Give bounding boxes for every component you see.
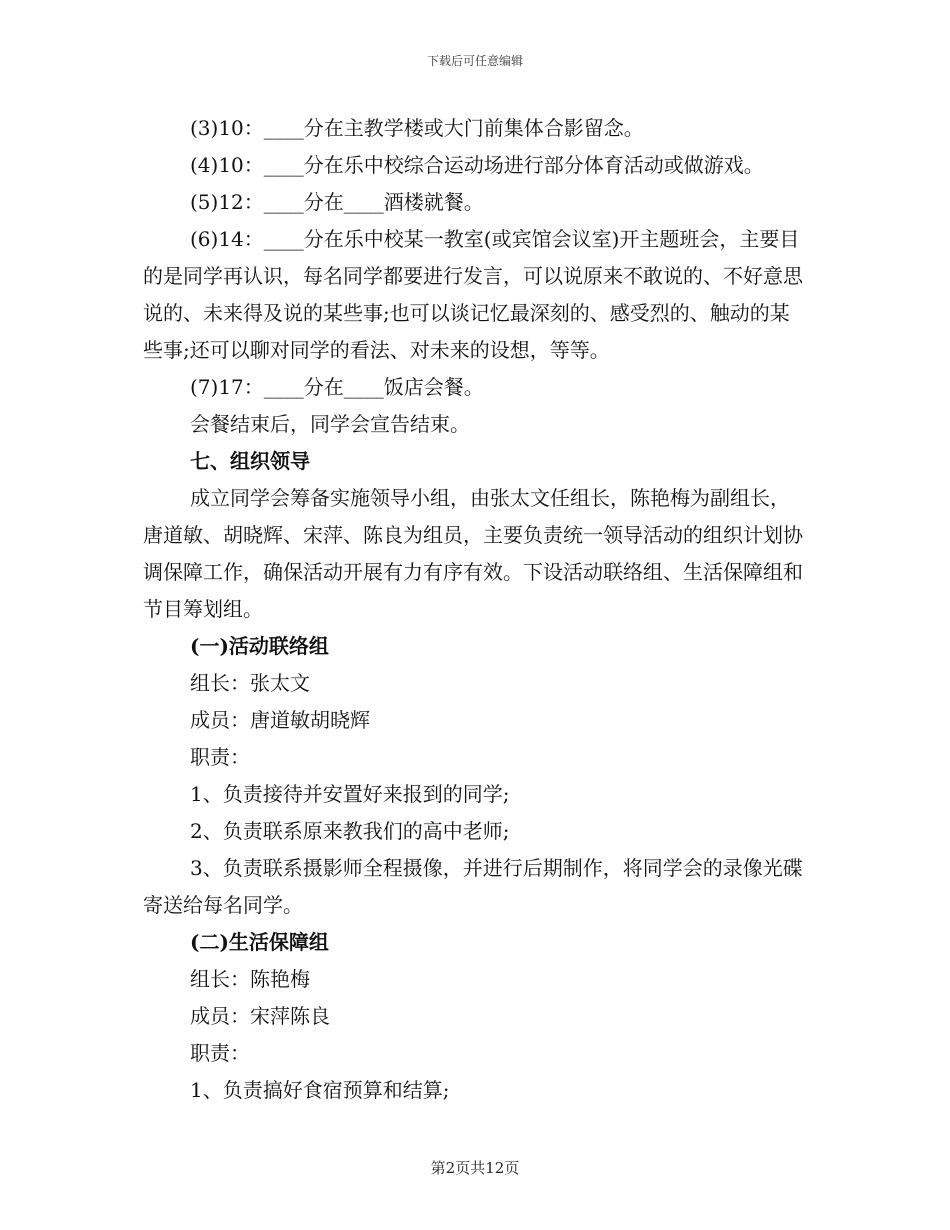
- duty-item: 2、负责联系原来教我们的高中老师;: [190, 819, 510, 843]
- schedule-item-6: (6)14：____分在乐中校某一教室(或宾馆会议室)开主题班会，主要目的是同学再认识，每名同学都要进行发言，可以说原来不敢说的、不好意思说的、未来得及说的某些事;也可以谈记忆最深刻的、感受烈的、触动的某些事;还可以聊对同学的看法、对未来的设想，等等。: [143, 227, 803, 362]
- section-heading: 七、组织领导: [190, 449, 310, 473]
- duties-label: 职责：: [190, 745, 250, 769]
- schedule-item-7: (7)17：____分在____饭店会餐。: [190, 375, 484, 399]
- duty-item: 1、负责接待并安置好来报到的同学;: [190, 782, 510, 806]
- schedule-item-4: (4)10：____分在乐中校综合运动场进行部分体育活动或做游戏。: [190, 153, 764, 177]
- schedule-item-5: (5)12：____分在____酒楼就餐。: [190, 190, 484, 214]
- schedule-item-3: (3)10：____分在主教学楼或大门前集体合影留念。: [190, 116, 644, 140]
- group-members: 成员：唐道敏胡晓辉: [190, 708, 370, 732]
- page-footer: 第2页共12页: [430, 1159, 520, 1177]
- group-leader: 组长：张太文: [190, 671, 310, 695]
- closing-paragraph: 会餐结束后，同学会宣告结束。: [190, 412, 470, 436]
- subsection-heading: (二)生活保障组: [190, 930, 329, 954]
- duty-item: 3、负责联系摄影师全程摄像，并进行后期制作，将同学会的录像光碟寄送给每名同学。: [143, 856, 803, 917]
- page-header: 下载后可任意编辑: [426, 54, 523, 68]
- duties-label: 职责：: [190, 1041, 250, 1065]
- document-body: [143, 110, 808, 1109]
- group-members: 成员：宋萍陈良: [190, 1004, 330, 1028]
- duty-item: 1、负责搞好食宿预算和结算;: [190, 1078, 450, 1102]
- subsection-heading: (一)活动联络组: [190, 634, 329, 658]
- section-paragraph: 成立同学会筹备实施领导小组，由张太文任组长，陈艳梅为副组长，唐道敏、胡晓辉、宋萍、陈良为组员，主要负责统一领导活动的组织计划协调保障工作，确保活动开展有力有序有效。下设活动联络组、生活保障组和节目筹划组。: [143, 486, 803, 621]
- group-leader: 组长：陈艳梅: [190, 967, 310, 991]
